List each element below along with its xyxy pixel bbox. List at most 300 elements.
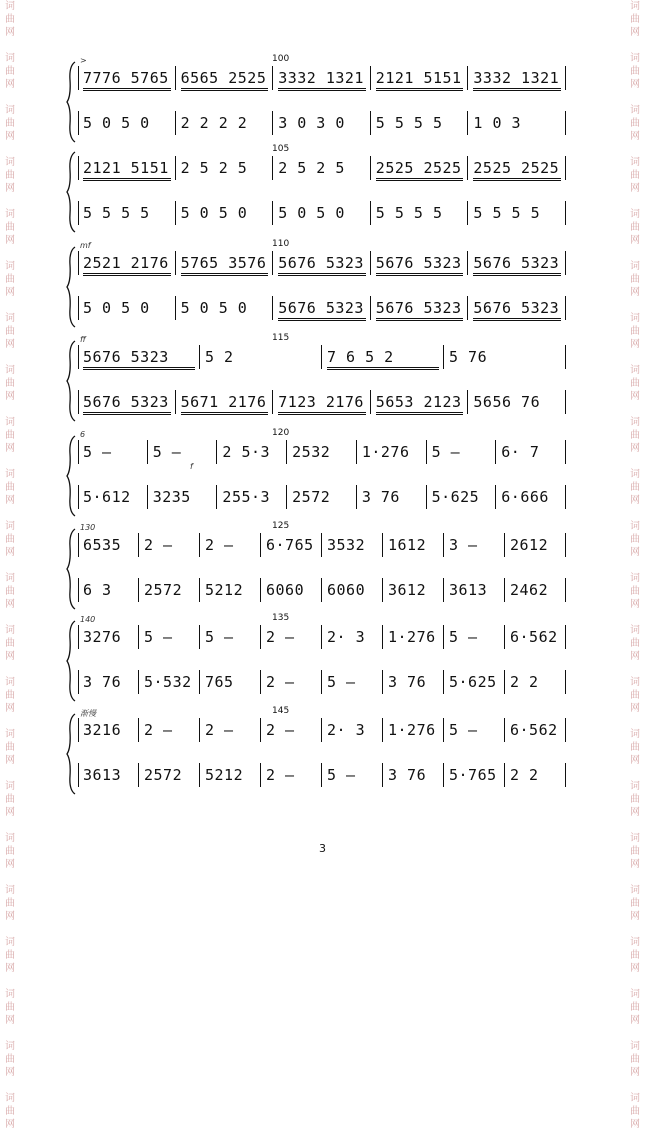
barline bbox=[78, 485, 79, 509]
measure: 2 — bbox=[144, 721, 173, 739]
measure: 2 5 2 5 bbox=[180, 159, 248, 177]
watermark-char: 词 bbox=[630, 1041, 640, 1052]
watermark-char: 词 bbox=[5, 53, 15, 64]
measure: 6060 bbox=[327, 581, 366, 599]
measure: 5676 5323 bbox=[376, 298, 464, 321]
watermark-char: 曲 bbox=[5, 118, 15, 129]
watermark-char: 曲 bbox=[630, 638, 640, 649]
watermark-char: 曲 bbox=[630, 118, 640, 129]
watermark-char: 曲 bbox=[5, 430, 15, 441]
barline bbox=[565, 625, 566, 649]
measure: 5 — bbox=[83, 443, 112, 461]
barline bbox=[443, 578, 444, 602]
watermark-char: 网 bbox=[5, 391, 15, 402]
watermark-gap bbox=[2, 663, 18, 676]
barline bbox=[272, 251, 273, 275]
barline bbox=[78, 440, 79, 464]
score-system bbox=[66, 521, 566, 613]
barline bbox=[216, 485, 217, 509]
watermark-char: 词 bbox=[630, 261, 640, 272]
watermark-char: 曲 bbox=[5, 690, 15, 701]
barline bbox=[260, 718, 261, 742]
brace-icon bbox=[66, 710, 76, 798]
barline bbox=[286, 440, 287, 464]
measure: 2521 2176 bbox=[83, 253, 171, 276]
barline bbox=[272, 66, 273, 90]
watermark-gap bbox=[2, 1079, 18, 1092]
watermark-char: 网 bbox=[5, 1015, 15, 1026]
watermark-char: 曲 bbox=[630, 482, 640, 493]
measure: 5 2 bbox=[205, 348, 234, 366]
barline bbox=[382, 533, 383, 557]
barline bbox=[78, 296, 79, 320]
score-system bbox=[66, 144, 566, 236]
brace-icon bbox=[66, 58, 76, 146]
measure: 5653 2123 bbox=[376, 392, 464, 415]
barline bbox=[78, 718, 79, 742]
score-system bbox=[66, 239, 566, 331]
watermark-gap bbox=[2, 299, 18, 312]
measure: 2 5 2 5 bbox=[278, 159, 345, 177]
measure-number: 125 bbox=[272, 521, 290, 531]
measure: 5 5 5 5 bbox=[473, 204, 541, 222]
watermark-char: 词 bbox=[630, 781, 640, 792]
watermark-char: 曲 bbox=[630, 742, 640, 753]
watermark-gap bbox=[627, 611, 643, 624]
measure: 5676 5323 bbox=[473, 253, 561, 276]
upper-staff bbox=[78, 68, 566, 88]
watermark-char: 网 bbox=[630, 443, 640, 454]
score-system bbox=[66, 54, 566, 146]
measure: 6535 bbox=[83, 536, 122, 554]
measure: 3613 bbox=[83, 766, 122, 784]
barline bbox=[175, 390, 176, 414]
measure: 7 6 5 2 bbox=[327, 347, 439, 370]
measure: 2 — bbox=[205, 721, 234, 739]
measure-number: 115 bbox=[272, 333, 290, 343]
watermark-gap bbox=[2, 195, 18, 208]
watermark-char: 网 bbox=[630, 235, 640, 246]
watermark-char: 曲 bbox=[5, 1106, 15, 1117]
measure: 1·276 bbox=[388, 628, 436, 646]
barline bbox=[272, 296, 273, 320]
watermark-right bbox=[627, 0, 643, 1130]
measure: 6·562 bbox=[510, 721, 558, 739]
lower-staff bbox=[78, 113, 566, 133]
barline bbox=[78, 111, 79, 135]
measure: 3216 bbox=[83, 721, 122, 739]
expression-mark: 渐慢 bbox=[80, 709, 96, 718]
measure-number: 100 bbox=[272, 54, 290, 64]
barline bbox=[147, 485, 148, 509]
barline bbox=[175, 66, 176, 90]
measure: 5 — bbox=[449, 628, 478, 646]
watermark-char: 网 bbox=[630, 963, 640, 974]
watermark-char: 曲 bbox=[5, 898, 15, 909]
measure: 5·625 bbox=[449, 673, 497, 691]
measure: 2612 bbox=[510, 536, 549, 554]
barline bbox=[78, 390, 79, 414]
watermark-char: 网 bbox=[630, 495, 640, 506]
barline bbox=[495, 485, 496, 509]
barline bbox=[78, 156, 79, 180]
measure: 6 3 bbox=[83, 581, 112, 599]
watermark-char: 曲 bbox=[5, 846, 15, 857]
measure: 5 76 bbox=[449, 348, 488, 366]
watermark-char: 网 bbox=[630, 1067, 640, 1078]
watermark-char: 词 bbox=[630, 53, 640, 64]
measure: 5656 76 bbox=[473, 393, 541, 411]
watermark-gap bbox=[627, 195, 643, 208]
barline bbox=[426, 485, 427, 509]
barline bbox=[370, 390, 371, 414]
measure: 2 — bbox=[266, 766, 295, 784]
watermark-char: 曲 bbox=[630, 898, 640, 909]
measure-number: 120 bbox=[272, 428, 290, 438]
expression-mark: > bbox=[80, 56, 87, 65]
watermark-char: 词 bbox=[630, 989, 640, 1000]
watermark-char: 网 bbox=[630, 391, 640, 402]
watermark-char: 词 bbox=[630, 1093, 640, 1104]
watermark-char: 曲 bbox=[630, 430, 640, 441]
measure: 7776 5765 bbox=[83, 68, 171, 91]
measure: 3 0 3 0 bbox=[278, 114, 345, 132]
barline bbox=[443, 670, 444, 694]
measure: 5 — bbox=[152, 443, 182, 461]
measure: 765 bbox=[205, 673, 234, 691]
watermark-gap bbox=[627, 1131, 643, 1144]
watermark-char: 曲 bbox=[630, 586, 640, 597]
watermark-char: 网 bbox=[5, 131, 15, 142]
measure: 6·666 bbox=[501, 488, 549, 506]
watermark-char: 网 bbox=[5, 963, 15, 974]
watermark-char: 网 bbox=[5, 235, 15, 246]
watermark-char: 词 bbox=[630, 313, 640, 324]
measure: 3235 bbox=[152, 488, 191, 506]
watermark-char: 网 bbox=[630, 287, 640, 298]
measure: 5 — bbox=[327, 766, 356, 784]
barline bbox=[138, 625, 139, 649]
barline bbox=[382, 625, 383, 649]
barline bbox=[138, 763, 139, 787]
barline bbox=[78, 578, 79, 602]
watermark-char: 曲 bbox=[5, 742, 15, 753]
watermark-char: 词 bbox=[5, 469, 15, 480]
watermark-char: 词 bbox=[630, 365, 640, 376]
watermark-char: 曲 bbox=[5, 586, 15, 597]
watermark-char: 曲 bbox=[5, 66, 15, 77]
watermark-char: 网 bbox=[630, 27, 640, 38]
watermark-gap bbox=[2, 559, 18, 572]
barline bbox=[138, 670, 139, 694]
watermark-gap bbox=[2, 611, 18, 624]
barline bbox=[199, 578, 200, 602]
measure-number: 105 bbox=[272, 144, 290, 154]
watermark-char: 词 bbox=[630, 521, 640, 532]
watermark-gap bbox=[2, 455, 18, 468]
measure: 5676 5323 bbox=[83, 347, 195, 370]
watermark-char: 网 bbox=[630, 339, 640, 350]
measure: 5 5 5 5 bbox=[375, 114, 443, 132]
barline bbox=[382, 763, 383, 787]
barline bbox=[467, 156, 468, 180]
watermark-char: 网 bbox=[5, 599, 15, 610]
barline bbox=[260, 625, 261, 649]
measure: 5212 bbox=[205, 581, 244, 599]
barline bbox=[175, 156, 176, 180]
watermark-gap bbox=[2, 871, 18, 884]
measure: 3 — bbox=[449, 536, 478, 554]
lower-staff bbox=[78, 765, 566, 785]
measure: 5·625 bbox=[431, 488, 480, 506]
lower-staff bbox=[78, 298, 566, 318]
lower-staff bbox=[78, 203, 566, 223]
watermark-char: 曲 bbox=[5, 14, 15, 25]
measure: 5·532 bbox=[144, 673, 192, 691]
measure: 5676 5323 bbox=[376, 253, 464, 276]
barline bbox=[286, 485, 287, 509]
barline bbox=[504, 625, 505, 649]
measure: 3 76 bbox=[388, 673, 427, 691]
watermark-char: 网 bbox=[5, 911, 15, 922]
watermark-char: 网 bbox=[5, 79, 15, 90]
watermark-char: 曲 bbox=[5, 326, 15, 337]
watermark-char: 网 bbox=[630, 1119, 640, 1130]
barline bbox=[199, 763, 200, 787]
measure: 5212 bbox=[205, 766, 244, 784]
watermark-char: 词 bbox=[5, 209, 15, 220]
barline bbox=[370, 111, 371, 135]
watermark-char: 曲 bbox=[630, 66, 640, 77]
barline bbox=[321, 763, 322, 787]
measure: 3 76 bbox=[388, 766, 427, 784]
watermark-gap bbox=[627, 923, 643, 936]
barline bbox=[321, 345, 322, 369]
barline bbox=[199, 625, 200, 649]
barline bbox=[199, 345, 200, 369]
watermark-gap bbox=[627, 351, 643, 364]
watermark-char: 曲 bbox=[630, 222, 640, 233]
watermark-char: 网 bbox=[630, 859, 640, 870]
watermark-char: 网 bbox=[5, 287, 15, 298]
measure: 3 76 bbox=[83, 673, 122, 691]
measure: 2 2 bbox=[510, 673, 539, 691]
barline bbox=[78, 763, 79, 787]
upper-staff bbox=[78, 442, 566, 462]
watermark-gap bbox=[2, 1131, 18, 1144]
measure: 5765 3576 bbox=[181, 253, 269, 276]
watermark-char: 词 bbox=[630, 833, 640, 844]
watermark-char: 词 bbox=[630, 105, 640, 116]
watermark-char: 曲 bbox=[630, 690, 640, 701]
measure: 1612 bbox=[388, 536, 427, 554]
watermark-char: 词 bbox=[630, 625, 640, 636]
watermark-char: 曲 bbox=[630, 170, 640, 181]
barline bbox=[260, 670, 261, 694]
barline bbox=[565, 345, 566, 369]
measure-number: 135 bbox=[272, 613, 290, 623]
watermark-char: 词 bbox=[5, 989, 15, 1000]
watermark-gap bbox=[627, 715, 643, 728]
watermark-char: 词 bbox=[5, 833, 15, 844]
upper-staff bbox=[78, 720, 566, 740]
measure: 5671 2176 bbox=[181, 392, 269, 415]
barline bbox=[370, 156, 371, 180]
watermark-char: 词 bbox=[5, 677, 15, 688]
barline bbox=[78, 625, 79, 649]
barline bbox=[78, 66, 79, 90]
measure: 3332 1321 bbox=[473, 68, 561, 91]
watermark-gap bbox=[2, 143, 18, 156]
watermark-gap bbox=[627, 507, 643, 520]
measure: 5 — bbox=[144, 628, 173, 646]
watermark-gap bbox=[627, 663, 643, 676]
measure: 2462 bbox=[510, 581, 549, 599]
watermark-char: 词 bbox=[5, 1093, 15, 1104]
upper-staff bbox=[78, 253, 566, 273]
lower-staff bbox=[78, 672, 566, 692]
barline bbox=[467, 66, 468, 90]
barline bbox=[495, 440, 496, 464]
watermark-char: 词 bbox=[5, 157, 15, 168]
watermark-char: 网 bbox=[630, 131, 640, 142]
watermark-char: 网 bbox=[630, 599, 640, 610]
score-system bbox=[66, 613, 566, 705]
measure: 5 — bbox=[449, 721, 478, 739]
watermark-char: 曲 bbox=[5, 482, 15, 493]
barline bbox=[565, 533, 566, 557]
barline bbox=[565, 201, 566, 225]
expression-mark: 6 bbox=[80, 430, 86, 439]
watermark-gap bbox=[2, 715, 18, 728]
barline bbox=[175, 251, 176, 275]
barline bbox=[370, 66, 371, 90]
watermark-char: 网 bbox=[630, 183, 640, 194]
barline bbox=[504, 578, 505, 602]
watermark-char: 网 bbox=[630, 547, 640, 558]
upper-staff bbox=[78, 158, 566, 178]
measure: 5 5 5 5 bbox=[375, 204, 443, 222]
barline bbox=[272, 201, 273, 225]
barline bbox=[565, 251, 566, 275]
watermark-char: 曲 bbox=[630, 1054, 640, 1065]
measure: 5 0 5 0 bbox=[180, 299, 248, 317]
watermark-gap bbox=[627, 1027, 643, 1040]
watermark-char: 网 bbox=[5, 755, 15, 766]
barline bbox=[426, 440, 427, 464]
watermark-gap bbox=[627, 819, 643, 832]
barline bbox=[78, 251, 79, 275]
barline bbox=[370, 296, 371, 320]
barline bbox=[356, 485, 357, 509]
watermark-char: 网 bbox=[5, 1119, 15, 1130]
watermark-gap bbox=[627, 975, 643, 988]
measure: 6·765 bbox=[266, 536, 314, 554]
measure: 5 5 5 5 bbox=[83, 204, 150, 222]
measure: 2525 2525 bbox=[376, 158, 464, 181]
upper-staff bbox=[78, 347, 566, 367]
barline bbox=[565, 670, 566, 694]
page-number: 3 bbox=[319, 842, 326, 855]
brace-icon bbox=[66, 243, 76, 331]
watermark-char: 曲 bbox=[630, 274, 640, 285]
barline bbox=[272, 111, 273, 135]
measure: 3613 bbox=[449, 581, 488, 599]
barline bbox=[78, 533, 79, 557]
barline bbox=[370, 251, 371, 275]
barline bbox=[443, 763, 444, 787]
watermark-char: 网 bbox=[5, 859, 15, 870]
barline bbox=[565, 296, 566, 320]
watermark-gap bbox=[627, 247, 643, 260]
barline bbox=[382, 578, 383, 602]
barline bbox=[443, 625, 444, 649]
barline bbox=[138, 718, 139, 742]
watermark-char: 词 bbox=[5, 885, 15, 896]
watermark-char: 词 bbox=[5, 105, 15, 116]
barline bbox=[467, 251, 468, 275]
barline bbox=[321, 625, 322, 649]
measure: 2121 5151 bbox=[83, 158, 171, 181]
watermark-char: 词 bbox=[630, 677, 640, 688]
measure: 5·612 bbox=[83, 488, 131, 506]
measure: 2532 bbox=[292, 443, 331, 461]
barline bbox=[565, 440, 566, 464]
measure: 255·3 bbox=[222, 488, 271, 506]
measure: 3276 bbox=[83, 628, 122, 646]
watermark-char: 曲 bbox=[5, 1054, 15, 1065]
watermark-char: 曲 bbox=[630, 534, 640, 545]
measure: 2 — bbox=[144, 536, 173, 554]
upper-staff bbox=[78, 535, 566, 555]
watermark-left bbox=[2, 0, 18, 1130]
watermark-char: 网 bbox=[630, 1015, 640, 1026]
brace-icon bbox=[66, 148, 76, 236]
barline bbox=[138, 578, 139, 602]
barline bbox=[443, 533, 444, 557]
watermark-char: 词 bbox=[5, 573, 15, 584]
watermark-gap bbox=[627, 1079, 643, 1092]
barline bbox=[321, 533, 322, 557]
barline bbox=[356, 440, 357, 464]
watermark-char: 词 bbox=[630, 1, 640, 12]
watermark-gap bbox=[2, 91, 18, 104]
watermark-char: 词 bbox=[5, 313, 15, 324]
watermark-gap bbox=[627, 455, 643, 468]
watermark-gap bbox=[2, 819, 18, 832]
measure: 5 — bbox=[205, 628, 234, 646]
barline bbox=[260, 533, 261, 557]
barline bbox=[382, 718, 383, 742]
barline bbox=[382, 670, 383, 694]
barline bbox=[216, 440, 217, 464]
measure: 6060 bbox=[266, 581, 305, 599]
watermark-char: 词 bbox=[5, 1041, 15, 1052]
watermark-gap bbox=[627, 299, 643, 312]
measure: 5676 5323 bbox=[278, 253, 366, 276]
barline bbox=[175, 201, 176, 225]
brace-icon bbox=[66, 337, 76, 425]
measure: 2· 3 bbox=[327, 628, 366, 646]
measure: 6·562 bbox=[510, 628, 558, 646]
watermark-char: 词 bbox=[630, 157, 640, 168]
watermark-char: 词 bbox=[5, 1, 15, 12]
barline bbox=[565, 578, 566, 602]
measure: 5 0 5 0 bbox=[278, 204, 345, 222]
watermark-char: 词 bbox=[5, 365, 15, 376]
watermark-char: 词 bbox=[5, 729, 15, 740]
measure: 6· 7 bbox=[501, 443, 540, 461]
